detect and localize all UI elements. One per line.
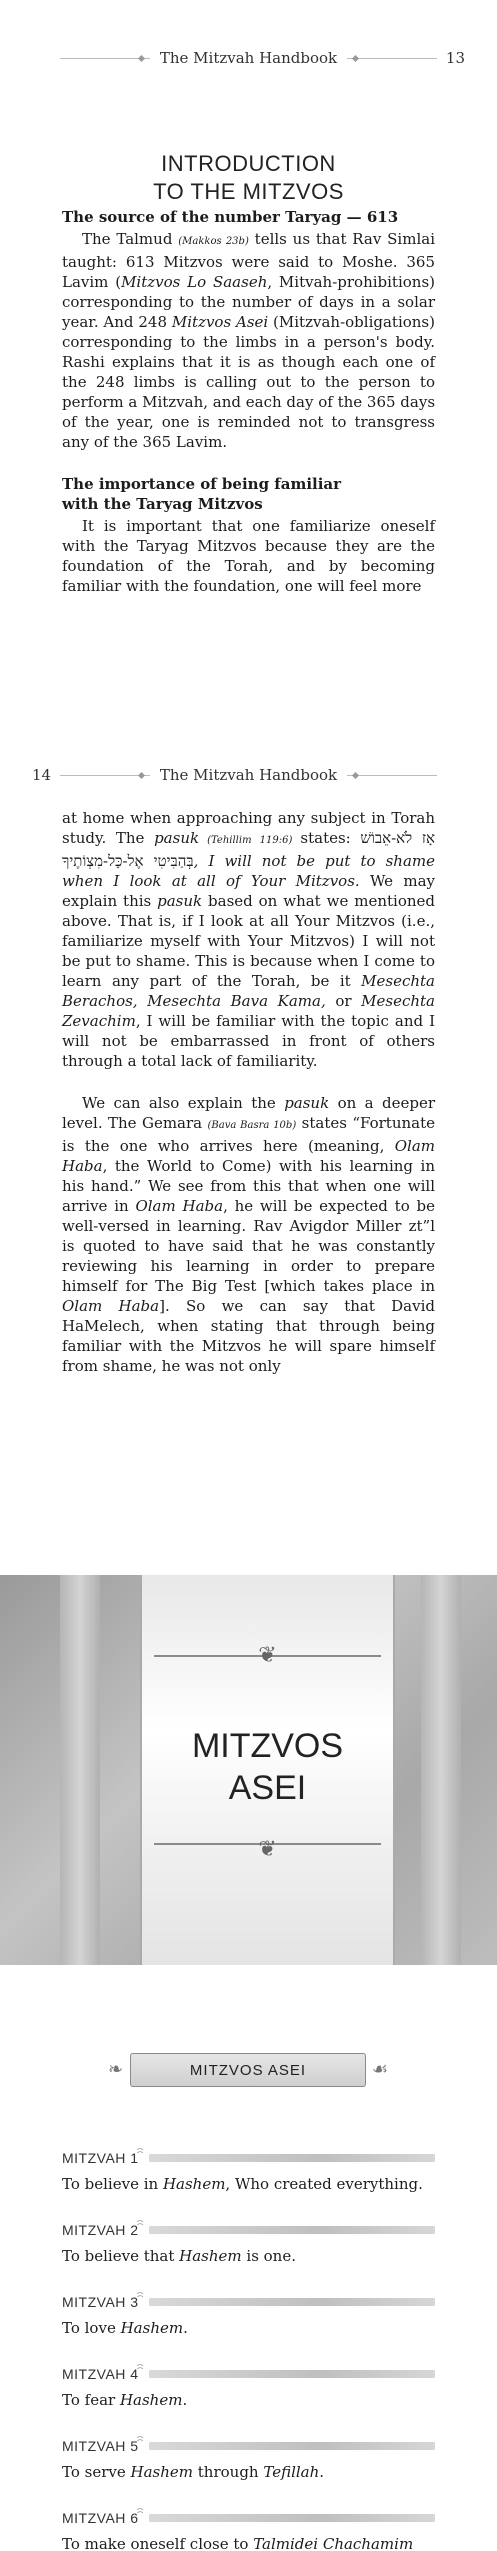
italic-term: Mesechta Berachos, Mesechta Bava Kama,: [62, 972, 435, 1010]
mitzvah-bar: [149, 2442, 435, 2450]
ornament-line: [347, 58, 437, 59]
mitzvah-entry: [62, 2220, 435, 2266]
scroll-curl-icon: ☙: [371, 2059, 388, 2080]
mitzvah-header: [62, 2148, 435, 2168]
heading-line: The importance of being familiar: [62, 475, 342, 493]
text: To fear: [62, 2391, 120, 2409]
text: To believe in: [62, 2175, 163, 2193]
mitzvah-bar: [149, 2298, 435, 2306]
text: .: [183, 2319, 188, 2337]
text: The Talmud: [82, 230, 179, 248]
decorative-pillar: [60, 1575, 100, 1965]
text: , I will be familiar with the topic and I will not be embarrassed in front of others through a total lack of familiarity.: [62, 1012, 435, 1070]
text: We may explain this: [62, 872, 435, 910]
mitzvah-text: [62, 2462, 435, 2482]
paragraph: [62, 808, 435, 1071]
mitzvah-header: [62, 2508, 435, 2528]
mitzvah-header: [62, 2436, 435, 2456]
source-reference: (Tehillim 119:6): [199, 835, 301, 846]
paragraph: It is important that one familiarize oneself with the Taryag Mitzvos because they are the foundation of the Torah, and by becoming familiar with the foundation, one will feel more: [62, 517, 435, 595]
italic-term: Olam Haba: [62, 1137, 435, 1175]
mitzvah-entry: [62, 2292, 435, 2338]
page-number: 14: [32, 766, 52, 784]
text: based on what we mentioned above. That is, if I look at all Your Mitzvos (i.e., familiarize myself with Your Mitzvos) I will not be put to shame. This is because when I come to learn any part of the Torah, be it: [62, 892, 435, 990]
text: , the World to Come) with his learning in his hand.” We see from this that when one will arrive in: [62, 1157, 435, 1215]
running-head: [60, 48, 465, 68]
section-banner: [100, 2047, 396, 2093]
chapter-title-line2: TO THE MITZVOS: [153, 179, 344, 204]
italic-term: Hashem: [179, 2247, 242, 2265]
text: tells us that Rav Simlai taught: 613 Mitzvos were said to Moshe. 365 Lavim (: [62, 230, 435, 291]
text: To serve: [62, 2463, 131, 2481]
mitzvah-header: [62, 2220, 435, 2240]
italic-term: Hashem: [162, 2175, 226, 2193]
text: at home when approaching any subject in Torah study. The: [62, 809, 435, 847]
ornament-line: [60, 58, 150, 59]
mitzvah-entry: [62, 2148, 435, 2194]
text: is one.: [241, 2247, 296, 2265]
italic-term: pasuk: [284, 1094, 330, 1112]
text: To love: [62, 2319, 121, 2337]
mitzvos-list-page: [0, 1965, 497, 2551]
text: We can also explain the: [82, 1094, 285, 1112]
text: .: [182, 2391, 188, 2409]
mitzvah-label: MITZVAH 3: [62, 2294, 139, 2310]
italic-term: Mitzvos Lo Saaseh: [121, 273, 268, 291]
italic-term: pasuk: [157, 892, 203, 910]
heading-line: with the Taryag Mitzvos: [62, 495, 263, 513]
divider-title-line1: MITZVOS: [191, 1727, 344, 1765]
ornament-line: [347, 775, 437, 776]
mitzvah-text: [62, 2174, 435, 2194]
running-head-title: The Mitzvah Handbook: [159, 766, 338, 784]
mitzvah-text: [62, 2318, 435, 2338]
mitzvah-bar: [149, 2370, 435, 2378]
text: .: [319, 2463, 325, 2481]
italic-term: Hashem: [119, 2391, 183, 2409]
running-head-title: The Mitzvah Handbook: [159, 49, 338, 67]
text: , he will be expected to be well-versed in learning. Rav Avigdor Miller zt”l is quoted to have said that he was constantly reviewing his learning in order to prepare himself for The Big Test [which takes place in: [62, 1197, 435, 1295]
mitzvah-bar: [149, 2514, 435, 2522]
mitzvah-text: [62, 2534, 435, 2551]
italic-term: pasuk: [154, 829, 200, 847]
text: states:: [300, 829, 361, 847]
divider-title-line2: ASEI: [228, 1769, 307, 1807]
text: To make oneself close to: [62, 2535, 254, 2551]
paragraph: [62, 1093, 435, 1376]
mitzvah-header: [62, 2364, 435, 2384]
text: through: [193, 2463, 264, 2481]
chapter-title-line1: INTRODUCTION: [161, 151, 336, 176]
paragraph: [62, 229, 435, 452]
mitzvah-entry: [62, 2364, 435, 2410]
mitzvah-label: MITZVAH 2: [62, 2222, 139, 2238]
mitzvah-entry: [62, 2436, 435, 2482]
italic-term: Olam Haba: [135, 1197, 224, 1215]
flourish-icon: ❦: [258, 1837, 277, 1862]
section-heading: [62, 474, 435, 514]
italic-term: Mesechta Zevachim: [62, 992, 435, 1030]
text: states “Fortunate is the one who arrives here (meaning,: [62, 1114, 435, 1155]
text: , Mitvah-prohibitions) corresponding to the number of days in a solar year. And 248: [62, 273, 435, 331]
text: ]. So we can say that David HaMelech, when stating that through being familiar with the Mitzvos he will spare himself from shame, he was not only: [62, 1297, 435, 1375]
section-divider: [0, 1575, 497, 1965]
decorative-pillar: [421, 1575, 461, 1965]
mitzvah-label: MITZVAH 5: [62, 2438, 139, 2454]
mitzvah-header: [62, 2292, 435, 2312]
section-heading: The source of the number Taryag — 613: [62, 208, 399, 226]
page-14: [0, 755, 497, 1575]
italic-translation: , I will not be put to shame when I look at all of Your Mitzvos.: [62, 852, 435, 890]
scroll-curl-icon: ❧: [108, 2059, 124, 2080]
mitzvah-bar: [149, 2154, 435, 2162]
italic-term: Talmidei Chachamim: [253, 2535, 414, 2551]
banner-title: MITZVOS ASEI: [189, 2061, 307, 2079]
running-head: [32, 765, 437, 785]
mitzvah-text: [62, 2246, 435, 2266]
source-reference: (Bava Basra 10b): [207, 1120, 297, 1131]
hebrew-verse: אָז לֹא-אֵבוֹשׁ בְּהַבִּיטִי אֶל-כָּל-מִצְוֹתֶיךָ: [62, 829, 435, 870]
text: (Mitzvah-obligations) corresponding to the limbs in a person's body. Rashi explains that it is as though each one of the 248 limbs is calling out to the person to perform a Mitzvah, and each day of the 365 days of the year, one is reminded not to transgress any of the 365 Lavim.: [62, 313, 436, 451]
divider-panel: [140, 1575, 395, 1965]
mitzvah-text: [62, 2390, 435, 2410]
mitzvah-label: MITZVAH 1: [62, 2150, 139, 2166]
italic-term: Hashem: [120, 2319, 184, 2337]
italic-term: Olam Haba: [62, 1297, 160, 1315]
italic-term: Hashem: [130, 2463, 193, 2481]
source-reference: (Makkos 23b): [178, 236, 249, 247]
italic-term: Mitzvos Asei: [171, 313, 269, 331]
chapter-title: [0, 150, 497, 206]
text: on a deeper level. The Gemara: [62, 1094, 435, 1132]
text: or: [325, 992, 362, 1010]
text: To believe that: [62, 2247, 180, 2265]
divider-title: [142, 1725, 393, 1809]
body-text: [62, 808, 435, 1376]
mitzvah-label: MITZVAH 6: [62, 2510, 139, 2526]
body-text: [62, 207, 435, 596]
mitzvah-entry: [62, 2508, 435, 2551]
text: , Who created everything.: [225, 2175, 423, 2193]
page-13: [0, 0, 497, 735]
page-number: 13: [445, 49, 465, 67]
flourish-icon: ❦: [258, 1643, 277, 1668]
mitzvah-bar: [149, 2226, 435, 2234]
ornament-line: [60, 775, 150, 776]
italic-term: Tefillah: [263, 2463, 320, 2481]
mitzvah-label: MITZVAH 4: [62, 2366, 139, 2382]
